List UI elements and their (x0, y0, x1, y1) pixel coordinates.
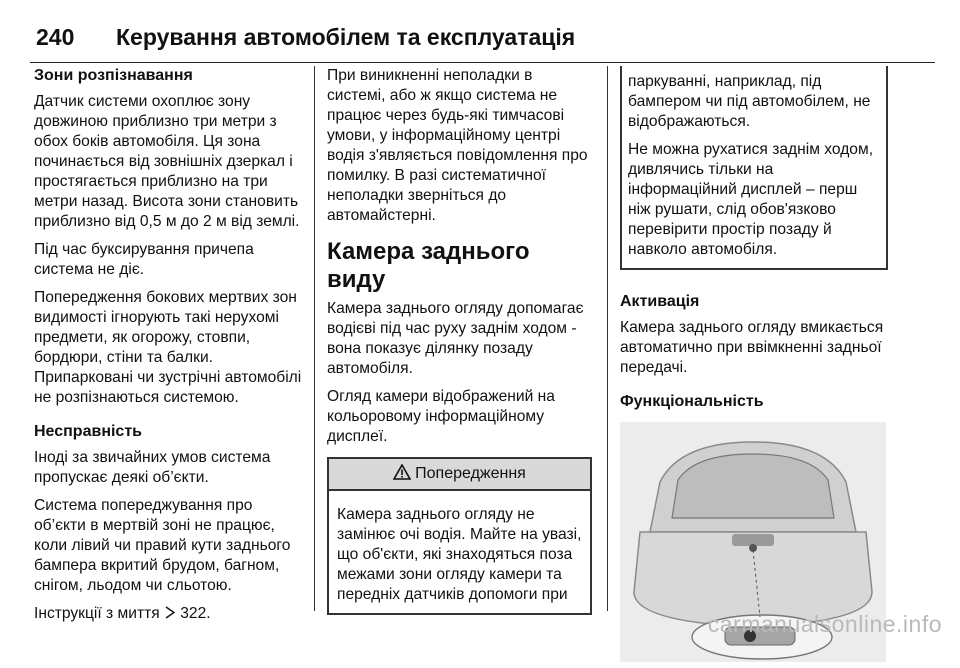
page-number: 240 (36, 24, 75, 50)
warning-box (327, 457, 592, 615)
heading-functionality: Функціональність (620, 393, 764, 410)
heading-faults: Несправність (34, 423, 142, 440)
page-reference-icon (164, 605, 180, 622)
column-divider (314, 66, 315, 611)
paragraph: Під час буксирування причепа система не діє. (34, 241, 254, 278)
chapter-title: Керування автомобілем та експлуатація (116, 24, 576, 50)
paragraph: Іноді за звичайних умов система пропускає деякі об’єкти. (34, 449, 271, 486)
paragraph: паркуванні, наприклад, під бампером чи під автомобілем, не відображаються. (628, 73, 871, 130)
paragraph: Датчик системи охоплює зону довжиною приблизно три метри з обох боків автомобіля. Ця зона починається від зовнішніх дзеркал і простягається приблизно на три метри назад. Висота зони становить приблизно від 0,5 м до 2 м від землі. (34, 93, 300, 230)
header-rule (30, 62, 935, 63)
washing-ref-text: Інструкції з миття (34, 605, 160, 622)
heading-activation: Активація (620, 293, 700, 310)
warning-box-continued (620, 66, 888, 270)
paragraph-washing-ref (34, 604, 304, 624)
paragraph: Огляд камери відображений на кольоровому інформаційному дисплеї. (327, 388, 555, 445)
page-header (30, 8, 935, 60)
column-divider (607, 66, 608, 611)
watermark: carmanualsonline.info (707, 611, 942, 637)
warning-text: Камера заднього огляду не замінює очі водія. Майте на увазі, що об'єкти, які знаходяться поза межами зони огляду камери та передніх датчиків допомоги при (337, 506, 582, 603)
paragraph: Система попереджування про об’єкти в мертвій зоні не працює, коли лівий чи правий кути заднього бампера вкритий брудом, багном, снігом, льодом чи сльотою. (34, 497, 291, 594)
paragraph: Камера заднього огляду допомагає водієві під час руху заднім ходом - вона показує ділянку позаду автомобіля. (327, 300, 584, 377)
warning-triangle-icon (393, 461, 411, 491)
warning-header (329, 459, 590, 491)
column-3 (620, 66, 888, 662)
paragraph: Не можна рухатися заднім ходом, дивлячись тільки на інформаційний дисплей – перш ніж рушати, слід обов'язково перевірити простір позаду й навколо автомобіля. (628, 141, 874, 258)
paragraph: При виникненні неполадки в системі, або ж якщо система не працює через будь-які тимчасові умови, у інформаційному центрі водія з'являється повідомлення про помилку. В разі систематичної неполадки зверніться до автомайстерні. (327, 67, 588, 224)
paragraph: Камера заднього огляду вмикається автоматично при ввімкненні задньої передачі. (620, 319, 884, 376)
column-2 (327, 66, 592, 615)
paragraph: Попередження бокових мертвих зон видимості ігнорують такі нерухомі предмети, як огорожу, стовпи, бордюри, стіни та балки. Припарковані чи зустрічні автомобілі не розпізнаються системою. (34, 289, 302, 406)
heading-rear-camera: Камера заднього виду (327, 238, 530, 293)
heading-detection-zones: Зони розпізнавання (34, 67, 193, 84)
page-reference-link[interactable]: 322. (180, 605, 211, 622)
warning-title: Попередження (415, 465, 526, 482)
column-1 (34, 66, 304, 632)
